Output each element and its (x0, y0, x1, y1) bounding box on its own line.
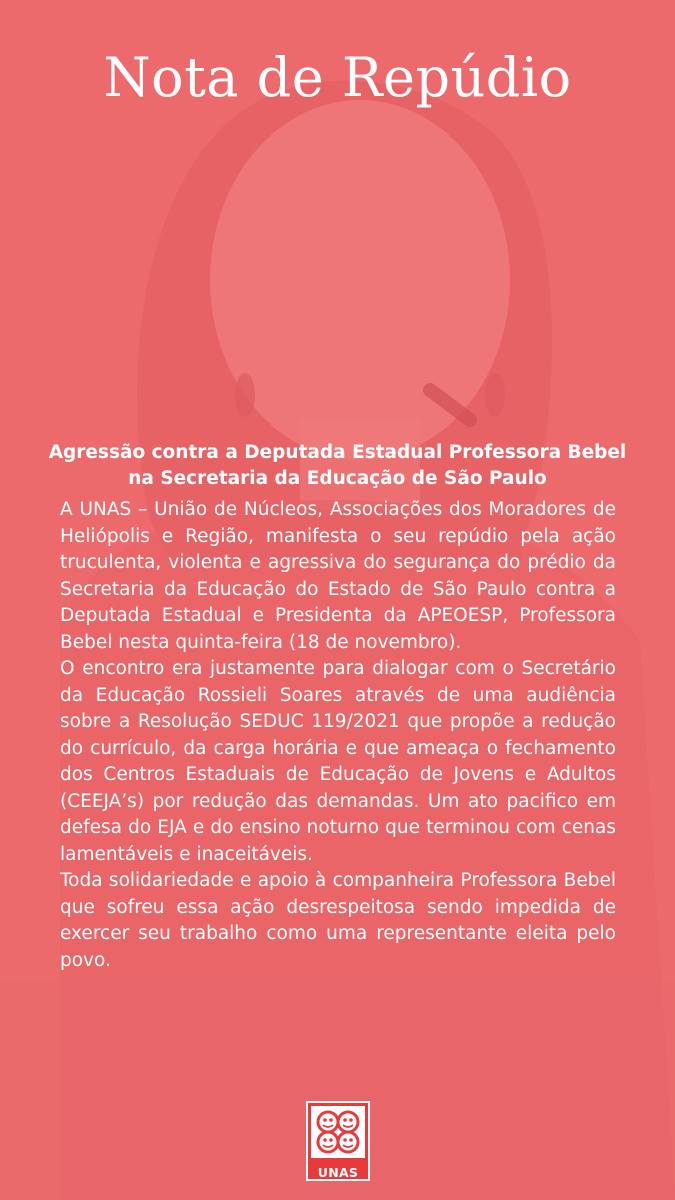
unas-logo (306, 1101, 370, 1181)
logo-label: UNAS (317, 1165, 359, 1180)
article-body (60, 497, 616, 974)
paragraph-2: O encontro era justamente para dialogar com o Secretário da Educação Rossieli Soares através de uma audiência sobre a Resolução SEDUC 119/2021 que propõe a redução do currículo, da carga horária e que ameaça o fechamento dos Centros Estaduais de Educação de Jovens e Adultos (CEEJA’s) por redução das demandas. Um ato pacifico em defesa do EJA e do ensino noturno que terminou com cenas lamentáveis e inaceitáveis. (60, 658, 616, 865)
paragraph-1: A UNAS – União de Núcleos, Associações dos Moradores de Heliópolis e Região, manifesta o seu repúdio pela ação truculenta, violenta e agressiva do segurança do prédio da Secretaria da Educação do Estado de São Paulo contra a Deputada Estadual e Presidenta da APEOESP, Professora Bebel nesta quinta-feira (18 de novembro). (60, 499, 616, 653)
headline: Agressão contra a Deputada Estadual Professora Bebel na Secretaria da Educação de São Paulo (48, 442, 627, 489)
page-title: Nota de Repúdio (103, 46, 572, 109)
paragraph-3: Toda solidariedade e apoio à companheira Professora Bebel que sofreu essa ação desrespeitosa sendo impedida de exercer seu trabalho como uma representante eleita pelo povo. (60, 870, 616, 971)
